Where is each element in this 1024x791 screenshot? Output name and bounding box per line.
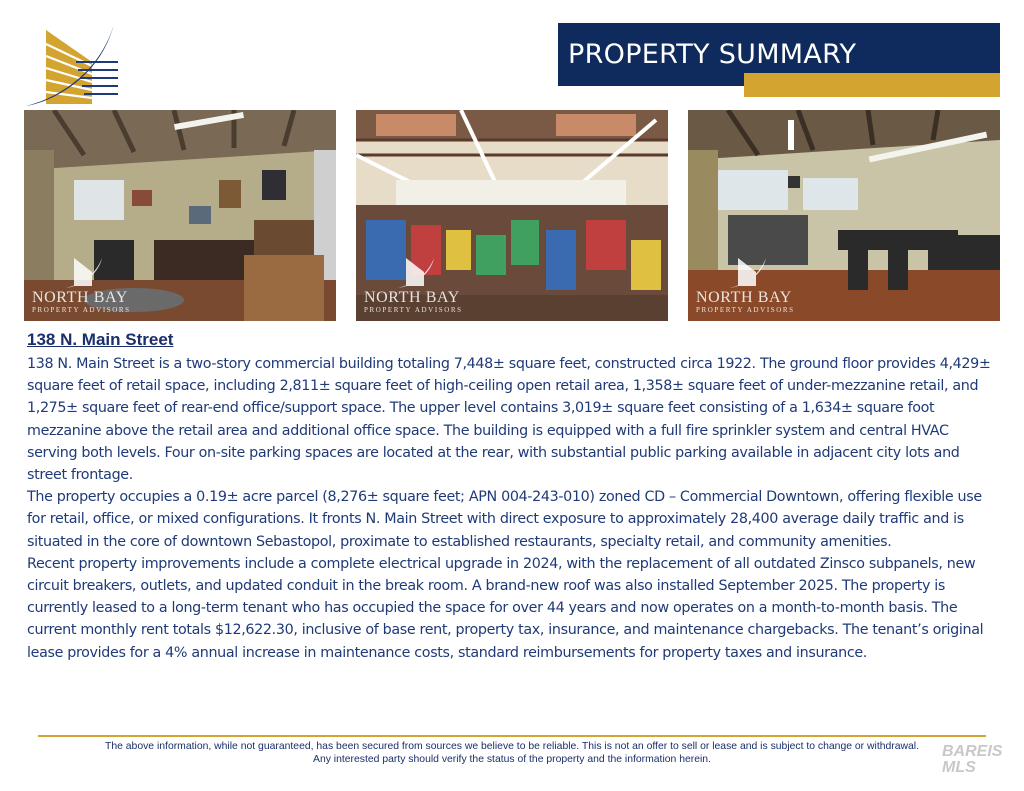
property-photo-breakroom xyxy=(688,110,1000,321)
photo-watermark xyxy=(696,256,795,315)
description-paragraph-1: 138 N. Main Street is a two-story commercial building totaling 7,448± square feet, constructed circa 1922. The ground floor provides 4,429± square feet of retail space, including 2,811± square feet of high-ceiling open retail area, 1,358± square feet of under-mezzanine retail, and 1,275± square feet of rear-end office/support space. The upper level contains 3,019± square feet consisting of a 1,634± square foot mezzanine above the retail area and additional office space. The building is equipped with a full fire sprinkler system and central HVAC serving both levels. Four on-site parking spaces are located at the rear, with substantial public parking available in adjacent city lots and street frontage. xyxy=(27,356,991,484)
company-logo xyxy=(22,22,122,112)
watermark-subtitle: PROPERTY ADVISORS xyxy=(32,306,131,314)
mls-logo xyxy=(942,744,1018,780)
page-title: PROPERTY SUMMARY xyxy=(558,23,1000,86)
footer-disclaimer xyxy=(0,740,1024,766)
watermark-subtitle: PROPERTY ADVISORS xyxy=(696,306,795,314)
sailboat-logo-icon xyxy=(726,256,770,290)
disclaimer-line-2: Any interested party should verify the status of the property and the information herein. xyxy=(313,754,711,765)
footer-divider xyxy=(38,735,986,737)
photo-watermark xyxy=(364,256,463,315)
watermark-name: NORTH BAY xyxy=(32,289,128,306)
watermark-name: NORTH BAY xyxy=(364,289,460,306)
description-paragraph-3: Recent property improvements include a complete electrical upgrade in 2024, with the replacement of all outdated Zinsco subpanels, new circuit breakers, outlets, and updated conduit in the break room. A brand-new roof was also installed September 2025. The property is currently leased to a long-term tenant who has occupied the space for over 44 years and now operates on a month-to-month basis. The current monthly rent totals $12,622.30, inclusive of base rent, property tax, insurance, and maintenance chargebacks. The tenant’s original lease provides for a 4% annual increase in maintenance costs, standard reimbursements for property taxes and insurance. xyxy=(27,555,984,661)
mls-logo-line-2: MLS xyxy=(942,759,976,776)
property-photo-retail xyxy=(356,110,668,321)
property-photo-office xyxy=(24,110,336,321)
sailboat-logo-icon xyxy=(394,256,438,290)
photo-watermark xyxy=(32,256,131,315)
description-paragraph-2: The property occupies a 0.19± acre parcel (8,276± square feet; APN 004-243-010) zoned CD – Commercial Downtown, offering flexible use for retail, office, or mixed configurations. It fronts N. Main Street with direct exposure to approximately 28,400 average daily traffic and is situated in the core of downtown Sebastopol, proximate to established restaurants, specialty retail, and community amenities. xyxy=(27,489,982,550)
watermark-name: NORTH BAY xyxy=(696,289,792,306)
watermark-subtitle: PROPERTY ADVISORS xyxy=(364,306,463,314)
disclaimer-line-1: The above information, while not guaranteed, has been secured from sources we believe to be reliable. This is not an offer to sell or lease and is subject to change or withdrawal. xyxy=(104,741,920,752)
sailboat-logo-icon xyxy=(62,256,106,290)
property-address-heading: 138 N. Main Street xyxy=(27,330,174,349)
property-description xyxy=(27,353,1002,664)
mls-logo-line-1: BAREIS xyxy=(942,743,1003,760)
header-accent-bar xyxy=(744,73,1000,97)
